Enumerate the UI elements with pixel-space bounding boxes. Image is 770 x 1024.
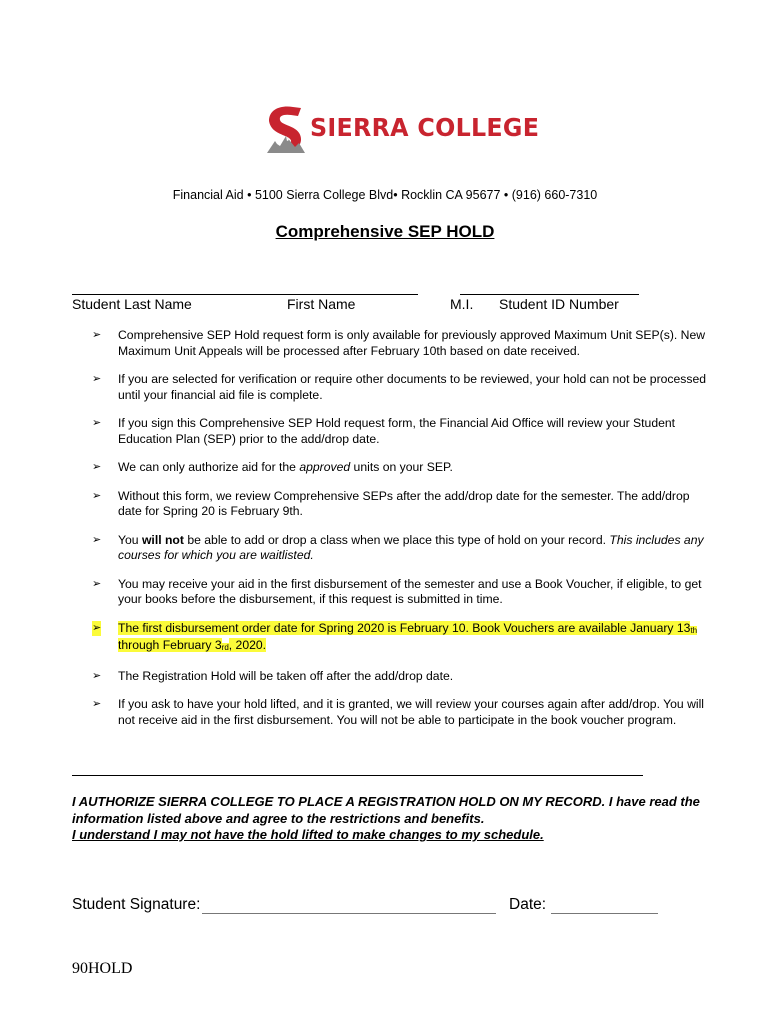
list-item-text: be able to add or drop a class when we place this type of hold on your record. bbox=[183, 532, 610, 547]
list-item-text: units on your SEP. bbox=[350, 460, 453, 474]
list-item-text: approved bbox=[299, 460, 351, 474]
list-item-text: The Registration Hold will be taken off after the add/drop date. bbox=[118, 668, 454, 683]
arrow-bullet-icon: ➢ bbox=[92, 669, 102, 682]
list-item-text: If you ask to have your hold lifted, and it is granted, we will review your courses again after add/drop. You will not receive aid in the first disbursement. You will not be able to participate in the book voucher program. bbox=[118, 697, 704, 727]
list-item bbox=[92, 577, 712, 608]
list-item-text: will not bbox=[141, 532, 184, 547]
list-item-text: The first disbursement order date for Spring 2020 is February 10. Book Vouchers are available January 13 bbox=[118, 620, 691, 635]
student-id-line bbox=[460, 294, 639, 295]
student-id-label: Student ID Number bbox=[499, 296, 619, 312]
arrow-bullet-icon: ➢ bbox=[92, 577, 102, 590]
logo-wordmark: SIERRA COLLEGE bbox=[310, 113, 540, 142]
authorization-text: I AUTHORIZE SIERRA COLLEGE TO PLACE A REGISTRATION HOLD ON MY RECORD. I have read the information listed above and agree to the restrictions and benefits. bbox=[72, 794, 700, 826]
signature-line[interactable] bbox=[202, 913, 496, 914]
arrow-bullet-icon: ➢ bbox=[92, 533, 102, 546]
list-item-text: If you sign this Comprehensive SEP Hold request form, the Financial Aid Office will review your Student Education Plan (SEP) prior to the add/drop date. bbox=[118, 416, 676, 446]
list-item bbox=[92, 669, 712, 685]
list-item-text: rd bbox=[221, 643, 229, 652]
sierra-s-mountain-icon bbox=[265, 103, 307, 155]
list-item bbox=[92, 416, 712, 447]
list-item-text: Without this form, we review Comprehensive SEPs after the add/drop date for the semester. The add/drop date for Spring 20 is February 9th. bbox=[118, 488, 690, 518]
list-item-text: We can only authorize aid for the bbox=[118, 460, 300, 474]
list-item-text: th bbox=[690, 625, 698, 635]
arrow-bullet-icon: ➢ bbox=[92, 621, 101, 637]
first-name-label: First Name bbox=[287, 296, 356, 312]
arrow-bullet-icon: ➢ bbox=[92, 489, 102, 502]
list-item bbox=[92, 697, 712, 728]
list-item-text: Comprehensive SEP Hold request form is only available for previously approved Maximum Unit SEP(s). New Maximum Unit Appeals will be processed after February 10th based on date received. bbox=[118, 328, 706, 358]
arrow-bullet-icon: ➢ bbox=[92, 461, 102, 473]
list-item-text: You may receive your aid in the first disbursement of the semester and use a Book Voucher, if eligible, to get your books before the disbursement, if this request is submitted in time. bbox=[118, 576, 702, 606]
arrow-bullet-icon: ➢ bbox=[92, 329, 102, 341]
form-code: 90HOLD bbox=[72, 960, 133, 977]
authorization-statement bbox=[72, 794, 712, 844]
date-label: Date: bbox=[509, 896, 547, 913]
list-item-text: If you are selected for verification or require other documents to be reviewed, your hold can not be processed until your financial aid file is complete. bbox=[118, 372, 707, 402]
list-item-text: You bbox=[118, 532, 142, 547]
list-item bbox=[92, 460, 712, 476]
last-name-label: Student Last Name bbox=[72, 296, 192, 312]
mi-label: M.I. bbox=[450, 296, 474, 312]
information-list bbox=[92, 328, 712, 728]
list-item-text: This includes any courses for which you are waitlisted. bbox=[118, 532, 704, 562]
list-item-text: , 2020. bbox=[228, 638, 267, 652]
list-item bbox=[92, 533, 712, 564]
arrow-bullet-icon: ➢ bbox=[92, 373, 102, 385]
list-item bbox=[92, 328, 712, 359]
arrow-bullet-icon: ➢ bbox=[92, 417, 102, 429]
page-title: Comprehensive SEP HOLD bbox=[275, 222, 495, 241]
authorization-understanding: I understand I may not have the hold lifted to make changes to my schedule. bbox=[72, 827, 544, 842]
date-line[interactable] bbox=[551, 913, 658, 914]
sierra-college-logo bbox=[265, 103, 540, 155]
name-line bbox=[72, 294, 418, 295]
list-item-text: through February 3 bbox=[118, 638, 222, 652]
separator-line bbox=[72, 775, 643, 776]
list-item bbox=[92, 489, 712, 520]
contact-address: Financial Aid • 5100 Sierra College Blvd• Rocklin CA 95677 • (916) 660-7310 bbox=[172, 188, 598, 202]
list-item bbox=[92, 372, 712, 403]
list-item bbox=[92, 621, 712, 656]
signature-label: Student Signature: bbox=[72, 896, 201, 913]
arrow-bullet-icon: ➢ bbox=[92, 698, 102, 710]
